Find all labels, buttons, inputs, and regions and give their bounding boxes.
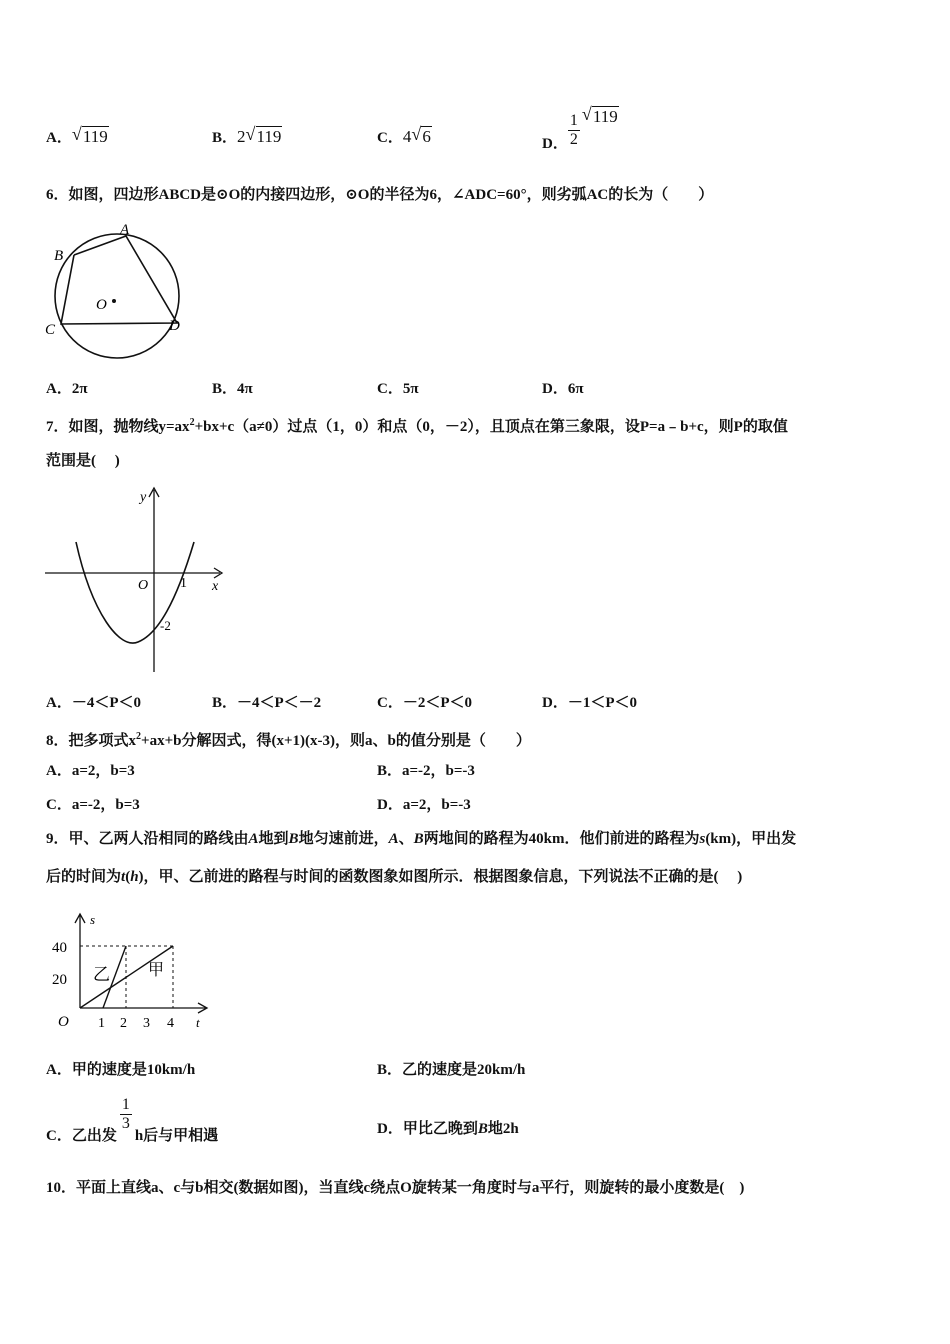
q7-option-c: C．－2＜P＜0 (377, 695, 472, 711)
label-t1: 1 (98, 1016, 105, 1031)
q8-option-c: C．a=-2，b=3 (46, 797, 140, 813)
label-jia: 甲 (148, 962, 165, 979)
label-o: O (58, 1014, 69, 1030)
q6-circle-figure (40, 220, 190, 365)
label-y: y (140, 490, 147, 505)
q5-option-b: B．2 √ 119 (212, 124, 282, 146)
label-t3: 3 (143, 1016, 150, 1031)
q10-stem: 10．平面上直线a、c与b相交(数据如图)，当直线c绕点O旋转某一角度时与a平行，则旋转的最小度数是( ) (46, 1180, 745, 1196)
q8-option-d: D．a=2，b=-3 (377, 797, 471, 813)
q7-option-d: D．－1＜P＜0 (542, 695, 637, 711)
q5-option-c: C．4 √ 6 (377, 124, 431, 146)
center-dot (112, 299, 116, 303)
label-o: O (96, 297, 107, 313)
q6-option-a: A．2π (46, 381, 88, 397)
q7-stem-line1: 7．如图，抛物线$y=ax^2+bx+c(a\ne 0)$过点（1，0）和点（0，－2），且顶点在第三象限，设P=a﹣b+c，则P的取值 (46, 417, 788, 435)
q9-distance-time-graph (40, 910, 220, 1035)
label-t2: 2 (120, 1016, 127, 1031)
label-s: s (90, 912, 96, 927)
q6-option-d: D．6π (542, 381, 584, 397)
q8-option-a: A．a=2，b=3 (46, 763, 135, 779)
q7-option-b: B．－4＜P＜－2 (212, 695, 322, 711)
q7-option-a: A．－4＜P＜0 (46, 695, 141, 711)
label-minus-2: -2 (160, 618, 171, 633)
label-t: t (196, 1015, 200, 1030)
q7-parabola-figure (40, 482, 240, 677)
q9-option-b: B．乙的速度是20km/h (377, 1062, 526, 1078)
label-x: x (212, 579, 219, 594)
label-b: B (54, 248, 64, 264)
q8-option-b: B．a=-2，b=-3 (377, 763, 475, 779)
label-yi: 乙 (93, 965, 110, 984)
label-c: C (45, 322, 56, 338)
label-d: D (169, 318, 180, 334)
q6-stem: 6．如图，四边形ABCD是⊙O的内接四边形，⊙O的半径为6，∠ADC=60°，则劣弧AC的长为（ ） (46, 187, 714, 203)
q9-stem-line1: 9．甲、乙两人沿相同的路线由A地到B地匀速前进，A、B两地间的路程为40km．他们前进的路程为s(km)，甲出发 (46, 831, 797, 847)
q9-option-d: D．甲比乙晚到B地2h (377, 1121, 519, 1137)
q5-option-a: A． √ 119 (46, 124, 108, 146)
parabola-curve (76, 542, 194, 643)
label-1: 1 (180, 576, 187, 591)
q9-stem-line2: 后的时间为t(h)，甲、乙前进的路程与时间的函数图象如图所示．根据图象信息，下列说法不正确的是( ) (46, 869, 743, 885)
q9-option-a: A．甲的速度是10km/h (46, 1062, 196, 1078)
label-20: 20 (52, 972, 67, 988)
q8-stem: 8．把多项式$x^2+ax+b$分解因式，得(x+1)(x-3)，则a、b的值分别是（ ） (46, 731, 531, 749)
q6-option-b: B．4π (212, 381, 253, 397)
label-o: O (138, 578, 149, 593)
label-t4: 4 (167, 1016, 174, 1031)
label-40: 40 (52, 940, 67, 956)
q6-option-c: C．5π (377, 381, 419, 397)
q7-stem-line2: 范围是( ) (46, 453, 120, 469)
q5-option-d: D． $\frac{1}{2}$ √ 119 (542, 104, 618, 153)
quadrilateral-abcd (61, 236, 177, 324)
q9-option-c: C．乙出发 $\frac{1}{3}$ h后与甲相遇 (46, 1096, 219, 1144)
label-a: A (120, 222, 130, 238)
